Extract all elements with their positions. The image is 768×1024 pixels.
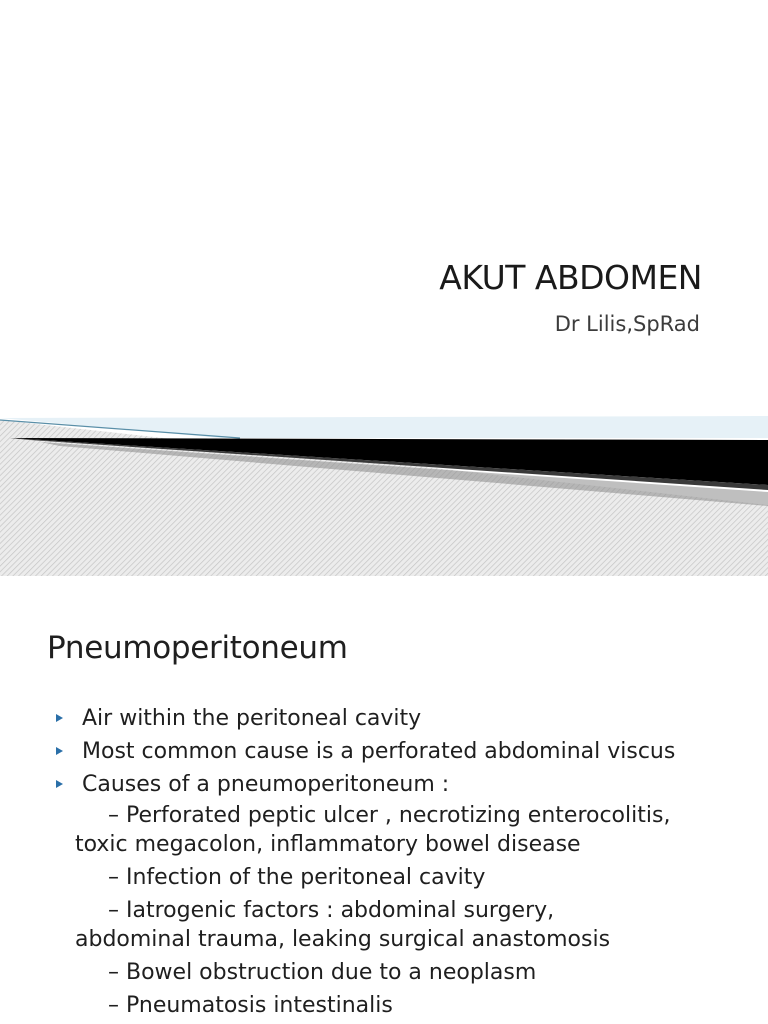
- sub-list-item: [0, 991, 768, 1020]
- triangle-bullet-icon: [56, 780, 63, 788]
- sub-item-text: – Pneumatosis intestinalis: [108, 993, 393, 1018]
- sub-list-item: [0, 863, 768, 892]
- triangle-bullet-icon: [56, 747, 63, 755]
- slide-title: AKUT ABDOMEN: [439, 258, 702, 297]
- triangle-bullet-icon: [56, 714, 63, 722]
- sub-list-item: [0, 958, 768, 987]
- list-item: [0, 735, 768, 768]
- bullet-text: Most common cause is a perforated abdominal viscus: [82, 739, 676, 764]
- sub-item-text: – Iatrogenic factors : abdominal surgery,: [108, 898, 555, 923]
- sub-list-item: [0, 896, 768, 954]
- bullet-text: Causes of a pneumoperitoneum :: [82, 772, 450, 797]
- list-item: [0, 702, 768, 735]
- bullet-text: Air within the peritoneal cavity: [82, 706, 422, 731]
- slide-subtitle: Dr Lilis,SpRad: [554, 312, 700, 336]
- bullet-list: [0, 702, 768, 1020]
- list-item: [0, 768, 768, 801]
- content-slide: [0, 576, 768, 1024]
- sub-item-text-continued: toxic megacolon, inflammatory bowel disease: [75, 832, 581, 857]
- slide-heading: Pneumoperitoneum: [47, 630, 348, 666]
- sub-item-text: – Bowel obstruction due to a neoplasm: [108, 960, 537, 985]
- sub-item-text-continued: abdominal trauma, leaking surgical anastomosis: [75, 927, 611, 952]
- sub-item-text: – Perforated peptic ulcer , necrotizing enterocolitis,: [108, 803, 671, 828]
- sub-item-text: – Infection of the peritoneal cavity: [108, 865, 486, 890]
- sub-list-item: [0, 801, 768, 859]
